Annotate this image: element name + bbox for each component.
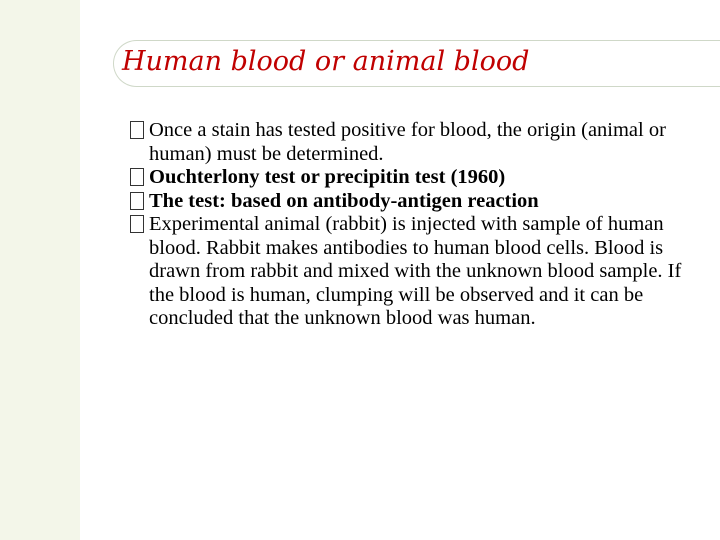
slide-title: Human blood or animal blood <box>122 46 530 77</box>
bullet-box-icon <box>130 121 144 139</box>
bullet-text: Experimental animal (rabbit) is injected with sample of human blood. Rabbit makes antibodies to human blood cells. Blood is drawn from rabbit and mixed with the unknown blood sample. If the blood is human, clumping will be observed and it can be concluded that the unknown blood was human. <box>149 213 682 329</box>
bullet-text: The test: based on antibody-antigen reaction <box>149 189 539 212</box>
left-decorative-band <box>0 0 80 540</box>
bullet-text: Ouchterlony test or precipitin test (1960) <box>149 166 506 188</box>
bullet-box-icon <box>130 215 144 233</box>
bullet-box-icon <box>130 192 144 210</box>
bullet-text: Once a stain has tested positive for blood, the origin (animal or human) must be determined. <box>149 119 666 165</box>
bullet-box-icon <box>130 168 144 186</box>
bullet-list <box>130 119 690 331</box>
bullet-item <box>130 213 690 331</box>
bullet-item <box>130 190 690 214</box>
bullet-item <box>130 119 690 166</box>
bullet-item <box>130 166 690 190</box>
